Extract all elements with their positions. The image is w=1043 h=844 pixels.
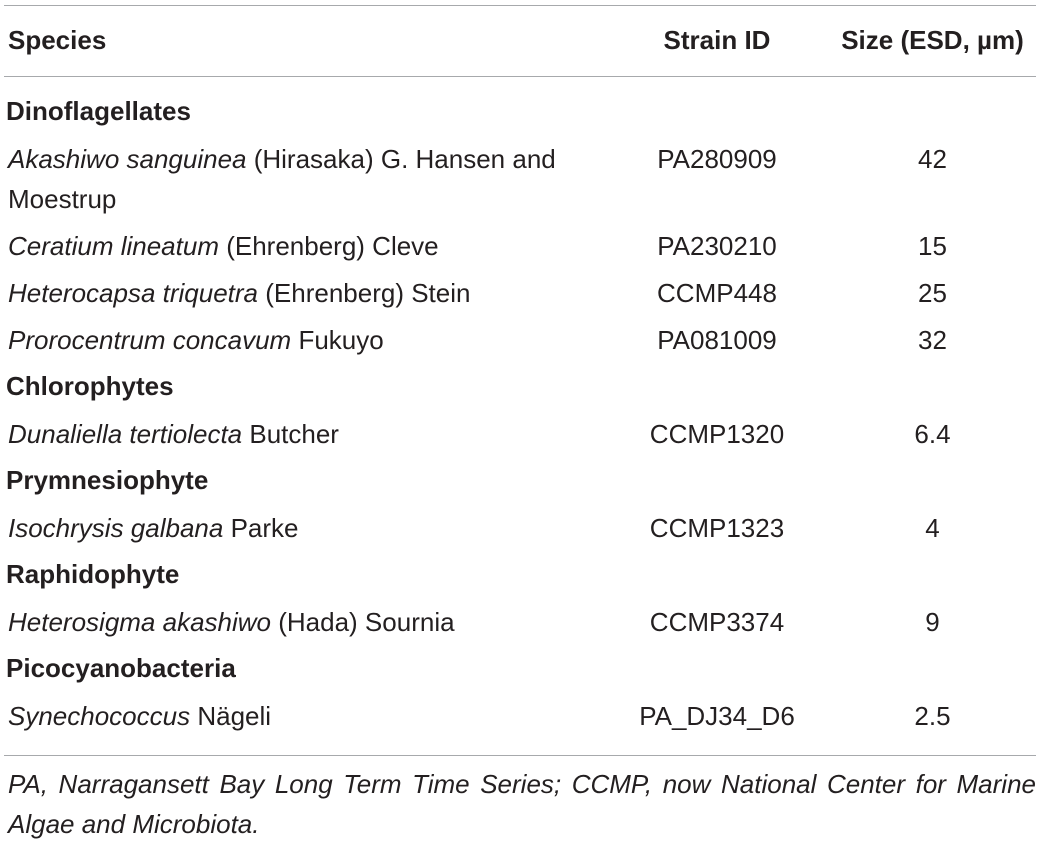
species-name: Heterocapsa triquetra <box>8 278 259 308</box>
species-authority: (Hirasaka) G. Hansen and Moestrup <box>8 144 556 214</box>
size-cell: 6.4 <box>914 419 951 449</box>
strain-id-cell: PA081009 <box>657 325 777 355</box>
column-header-strain-id: Strain ID <box>663 25 771 55</box>
table-row <box>0 316 1043 363</box>
group-row <box>0 88 1043 135</box>
species-cell <box>8 414 608 454</box>
strain-id-cell: PA_DJ34_D6 <box>639 701 795 731</box>
table-row <box>0 504 1043 551</box>
species-name: Akashiwo sanguinea <box>8 144 247 174</box>
size-cell: 4 <box>925 513 940 543</box>
table-row <box>0 269 1043 316</box>
table-header-rule <box>4 76 1036 77</box>
table-row <box>0 598 1043 645</box>
species-name: Prorocentrum concavum <box>8 325 292 355</box>
size-cell: 15 <box>918 231 947 261</box>
column-header-species: Species <box>8 25 107 55</box>
strain-id-cell: PA280909 <box>657 144 777 174</box>
table-footnote: PA, Narragansett Bay Long Term Time Series; CCMP, now National Center for Marine Algae and Microbiota. <box>8 769 1036 839</box>
group-label: Picocyanobacteria <box>6 653 236 683</box>
strain-id-cell: CCMP1320 <box>649 419 785 449</box>
table-row <box>0 410 1043 457</box>
group-label: Raphidophyte <box>6 559 180 589</box>
size-cell: 32 <box>918 325 947 355</box>
group-label: Prymnesiophyte <box>6 465 209 495</box>
group-row <box>0 551 1043 598</box>
column-header-size: Size (ESD, µm) <box>841 25 1024 55</box>
table-row <box>0 135 1043 222</box>
species-authority: Nägeli <box>190 701 272 731</box>
species-cell <box>8 273 608 313</box>
group-label: Dinoflagellates <box>6 96 191 126</box>
species-name: Ceratium lineatum <box>8 231 219 261</box>
species-name: Dunaliella tertiolecta <box>8 419 243 449</box>
group-row <box>0 645 1043 692</box>
species-cell <box>8 139 608 219</box>
species-cell <box>8 508 608 548</box>
table-body <box>0 88 1043 739</box>
species-cell <box>8 696 608 736</box>
table-row <box>0 222 1043 269</box>
species-authority: Butcher <box>242 419 339 449</box>
size-cell: 42 <box>918 144 947 174</box>
group-row <box>0 457 1043 504</box>
table-bottom-rule <box>4 755 1036 756</box>
strain-id-cell: CCMP1323 <box>649 513 785 543</box>
size-cell: 2.5 <box>914 701 951 731</box>
strain-id-cell: CCMP3374 <box>649 607 785 637</box>
size-cell: 25 <box>918 278 947 308</box>
species-cell <box>8 226 608 266</box>
table-header <box>0 5 1043 76</box>
group-row <box>0 363 1043 410</box>
species-name: Synechococcus <box>8 701 191 731</box>
species-name: Isochrysis galbana <box>8 513 224 543</box>
species-name: Heterosigma akashiwo <box>8 607 272 637</box>
strain-id-cell: CCMP448 <box>657 278 777 308</box>
species-cell <box>8 320 608 360</box>
species-authority: (Ehrenberg) Cleve <box>218 231 439 261</box>
species-authority: (Hada) Sournia <box>271 607 455 637</box>
strain-id-cell: PA230210 <box>657 231 777 261</box>
group-label: Chlorophytes <box>6 371 174 401</box>
size-cell: 9 <box>925 607 940 637</box>
species-authority: Fukuyo <box>291 325 384 355</box>
species-cell <box>8 602 608 642</box>
species-authority: (Ehrenberg) Stein <box>258 278 471 308</box>
species-authority: Parke <box>223 513 299 543</box>
table-row <box>0 692 1043 739</box>
